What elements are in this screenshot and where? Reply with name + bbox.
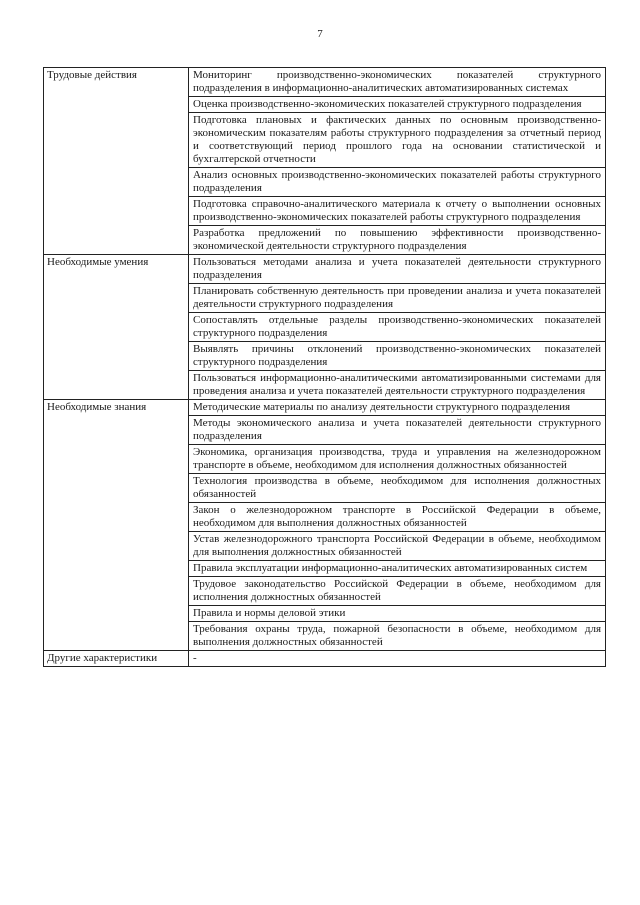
row-content-required-skills [189, 255, 606, 400]
row-content-labor-actions [189, 68, 606, 255]
list-item: Требования охраны труда, пожарной безопасности в объеме, необходимом для выполнения должностных обязанностей [189, 621, 605, 650]
list-item: Разработка предложений по повышению эффективности производственно-экономической деятельности структурного подразделения [189, 225, 605, 254]
list-item: Экономика, организация производства, труда и управления на железнодорожном транспорте в объеме, необходимом для исполнения должностных обязанностей [189, 444, 605, 473]
list-item: Пользоваться информационно-аналитическими автоматизированными системами для проведения анализа и учета показателей деятельности структурного подразделения [189, 370, 605, 399]
list-item: Сопоставлять отдельные разделы производственно-экономических показателей структурного подразделения [189, 312, 605, 341]
row-label-required-knowledge: Необходимые знания [44, 400, 189, 651]
list-item: Планировать собственную деятельность при проведении анализа и учета показателей деятельности структурного подразделения [189, 283, 605, 312]
row-label-labor-actions: Трудовые действия [44, 68, 189, 255]
list-item: Оценка производственно-экономических показателей структурного подразделения [189, 96, 605, 112]
table-row [44, 68, 606, 255]
row-label-other-characteristics: Другие характеристики [44, 651, 189, 667]
row-content-other-characteristics [189, 651, 606, 667]
list-item: Трудовое законодательство Российской Федерации в объеме, необходимом для исполнения должностных обязанностей [189, 576, 605, 605]
list-item: Подготовка плановых и фактических данных по основным производственно-экономическим показателям работы структурного подразделения за отчетный период и соответствующий период прошлого года на основании статистической и бухгалтерской отчетности [189, 112, 605, 167]
list-item: Закон о железнодорожном транспорте в Российской Федерации в объеме, необходимом для выполнения должностных обязанностей [189, 502, 605, 531]
job-requirements-table [43, 67, 606, 667]
list-item: Подготовка справочно-аналитического материала к отчету о выполнении основных производственно-экономических показателей работы структурного подразделения [189, 196, 605, 225]
page-number: 7 [317, 28, 323, 40]
list-item: Технология производства в объеме, необходимом для исполнения должностных обязанностей [189, 473, 605, 502]
list-item: Мониторинг производственно-экономических показателей структурного подразделения в информационно-аналитических автоматизированных системах [193, 69, 601, 94]
table-row [44, 255, 606, 400]
table-row [44, 651, 606, 667]
list-item: Методы экономического анализа и учета показателей деятельности структурного подразделения [189, 415, 605, 444]
list-item: Пользоваться методами анализа и учета показателей деятельности структурного подразделения [193, 256, 601, 281]
row-label-required-skills: Необходимые умения [44, 255, 189, 400]
list-item: Правила и нормы деловой этики [189, 605, 605, 621]
table-row [44, 400, 606, 651]
list-item: Правила эксплуатации информационно-аналитических автоматизированных систем [189, 560, 605, 576]
list-item: Выявлять причины отклонений производственно-экономических показателей структурного подразделения [189, 341, 605, 370]
list-item: Анализ основных производственно-экономических показателей работы структурного подразделения [189, 167, 605, 196]
list-item: Устав железнодорожного транспорта Российской Федерации в объеме, необходимом для выполнения должностных обязанностей [189, 531, 605, 560]
list-item: Методические материалы по анализу деятельности структурного подразделения [193, 401, 571, 413]
list-item: - [193, 652, 197, 664]
row-content-required-knowledge [189, 400, 606, 651]
